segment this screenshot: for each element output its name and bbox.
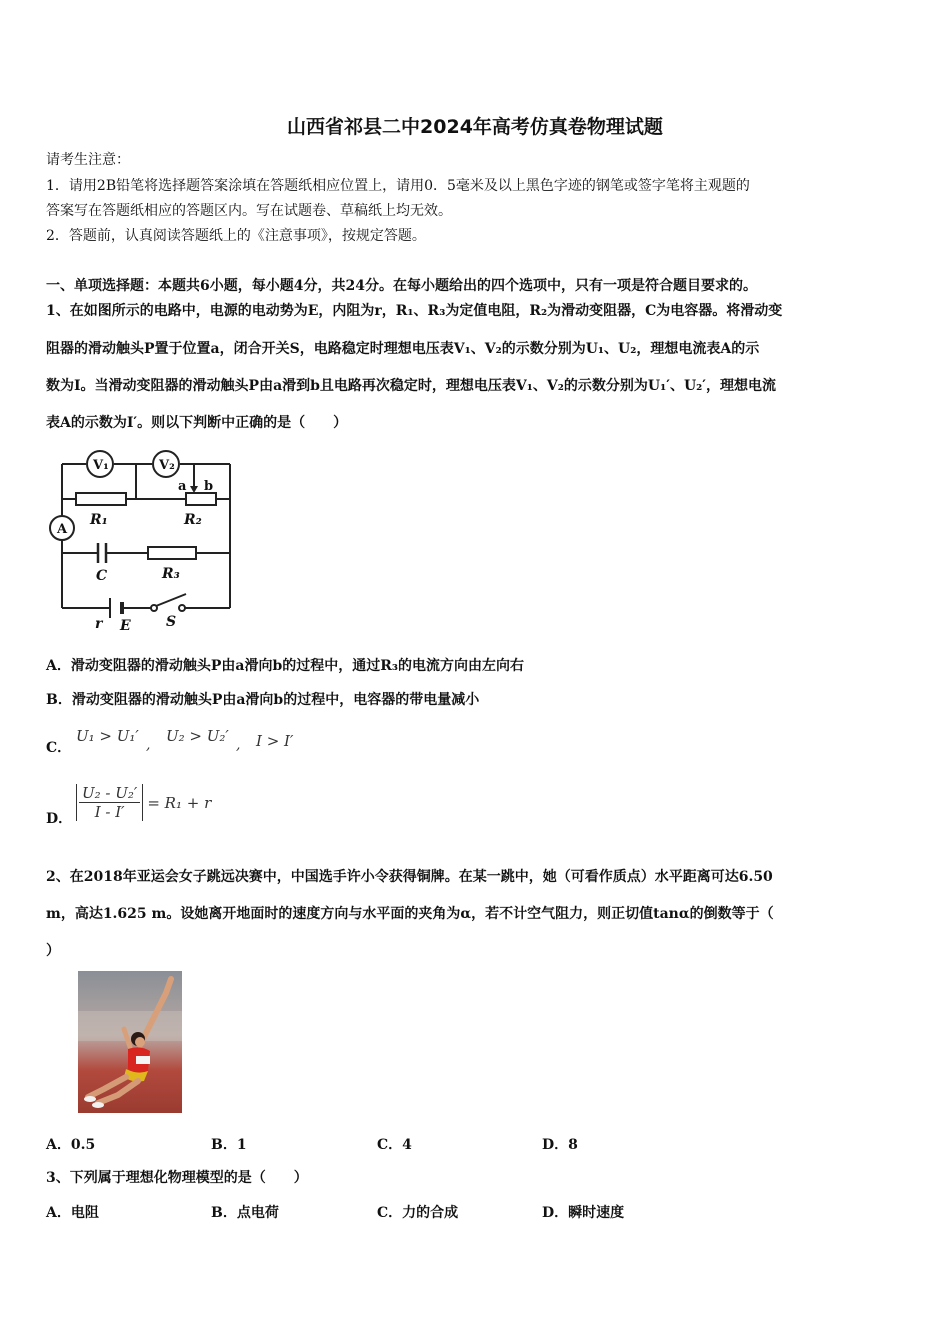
- notice-heading: 请考生注意：: [46, 152, 130, 168]
- fraction-numerator: U₂ - U₂′: [79, 784, 140, 803]
- q1-stem-line-1: 1、在如图所示的电路中，电源的电动势为E，内阻为r，R₁、R₃为定值电阻，R₂为滑动变阻器，C为电容器。将滑动变: [46, 303, 783, 319]
- q3-option-d: D．瞬时速度: [542, 1205, 625, 1221]
- r-label: r: [95, 616, 103, 632]
- battery-icon: [110, 598, 122, 618]
- fraction-denominator: I - I′: [94, 803, 125, 821]
- point-b-label: b: [204, 479, 214, 494]
- q1-stem-line-3: 数为I。当滑动变阻器的滑动触头P由a滑到b且电路再次稳定时，理想电压表V₁、V₂的示数分别为U₁′、U₂′，理想电流: [46, 378, 776, 394]
- q2-option-c: C．4: [377, 1137, 412, 1153]
- q2-option-a: A．0.5: [46, 1137, 96, 1153]
- r1-label: R₁: [90, 512, 108, 528]
- e-label: E: [120, 618, 131, 634]
- section-heading: 一、单项选择题：本题共6小题，每小题4分，共24分。在每小题给出的四个选项中，只有一项是符合题目要求的。: [46, 278, 757, 294]
- switch-icon: [151, 594, 186, 611]
- q1-option-d-formula: [76, 784, 211, 821]
- q1-option-c-comma2: ,: [236, 737, 241, 753]
- resistor-r2: [186, 493, 216, 505]
- capacitor-icon: [98, 543, 106, 563]
- r2-label: R₂: [184, 512, 202, 528]
- v1-label: V₁: [93, 458, 109, 473]
- fraction: [79, 784, 140, 821]
- abs-value-bars: [76, 784, 143, 821]
- notice-item-2: 2．答题前，认真阅读答题纸上的《注意事项》，按规定答题。: [46, 228, 426, 244]
- q1-option-a: A．滑动变阻器的滑动触头P由a滑向b的过程中，通过R₃的电流方向由左向右: [46, 658, 525, 674]
- c-label: C: [96, 568, 108, 584]
- q1-option-c-expr3: I > I′: [256, 732, 294, 750]
- q3-option-b: B．点电荷: [211, 1205, 279, 1221]
- q3-stem: 3、下列属于理想化物理模型的是（ ）: [46, 1170, 308, 1186]
- q2-option-d: D．8: [542, 1137, 578, 1153]
- q3-option-c: C．力的合成: [377, 1205, 459, 1221]
- q2-stem-line-3: ）: [46, 943, 60, 959]
- q2-stem-line-1: 2、在2018年亚运会女子跳远决赛中，中国选手许小令获得铜牌。在某一跳中，她（可看作质点）水平距离可达6.50: [46, 869, 773, 885]
- page-title: 山西省祁县二中2024年高考仿真卷物理试题: [287, 116, 663, 138]
- q1-option-d-label: D．: [46, 811, 73, 827]
- formula-rhs: = R₁ + r: [147, 793, 212, 812]
- q1-stem-line-2: 阻器的滑动触头P置于位置a，闭合开关S，电路稳定时理想电压表V₁、V₂的示数分别为U₁、U₂，理想电流表A的示: [46, 341, 760, 357]
- q1-stem-line-4: 表A的示数为I′。则以下判断中正确的是（ ）: [46, 415, 348, 431]
- q2-stem-line-2: m，高达1.625 m。设她离开地面时的速度方向与水平面的夹角为α，若不计空气阻力，则正切值tanα的倒数等于（: [46, 906, 774, 922]
- resistor-r1: [76, 493, 126, 505]
- v2-label: V₂: [159, 458, 175, 473]
- q1-option-c-expr2: U₂ > U₂′: [166, 727, 229, 745]
- q1-option-c-label: C．: [46, 740, 72, 756]
- long-jump-photo: [78, 971, 182, 1113]
- r3-label: R₃: [162, 566, 180, 582]
- point-a-label: a: [178, 479, 187, 494]
- s-label: S: [166, 614, 177, 630]
- circuit-diagram: [44, 446, 240, 636]
- ammeter-label: A: [57, 522, 68, 537]
- slider-arrow-icon: [190, 486, 198, 493]
- q1-option-c-comma1: ,: [146, 737, 151, 753]
- q2-option-b: B．1: [211, 1137, 247, 1153]
- notice-item-1: 1．请用2B铅笔将选择题答案涂填在答题纸相应位置上，请用0．5毫米及以上黑色字迹的钢笔或签字笔将主观题的: [46, 178, 750, 194]
- notice-item-1-cont: 答案写在答题纸相应的答题区内。写在试题卷、草稿纸上均无效。: [46, 203, 452, 219]
- q3-option-a: A．电阻: [46, 1205, 99, 1221]
- q1-option-b: B．滑动变阻器的滑动触头P由a滑向b的过程中，电容器的带电量减小: [46, 692, 480, 708]
- resistor-r3: [148, 547, 196, 559]
- q1-option-c-expr1: U₁ > U₁′: [76, 727, 139, 745]
